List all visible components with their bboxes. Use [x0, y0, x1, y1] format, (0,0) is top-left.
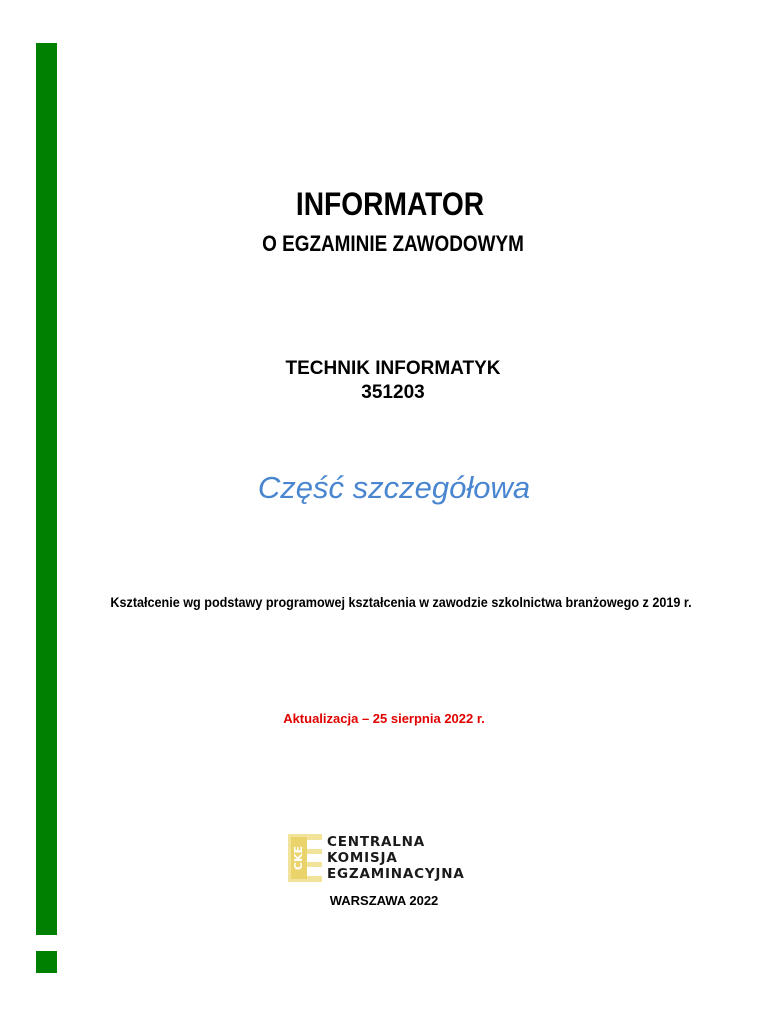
- logo-line-1: CENTRALNA: [327, 834, 426, 850]
- document-title: INFORMATOR: [295, 186, 485, 222]
- profession-block: [0, 357, 768, 405]
- cke-emblem-icon: [288, 834, 322, 882]
- profession-code: 351203: [361, 382, 425, 403]
- cke-logo: [288, 834, 488, 884]
- profession-name: TECHNIK INFORMATYK: [285, 358, 501, 379]
- update-date: Aktualizacja – 25 sierpnia 2022 r.: [283, 711, 485, 726]
- curriculum-basis-note: Kształcenie wg podstawy programowej kształcenia w zawodzie szkolnictwa branżowego z 2019 r.: [110, 594, 692, 610]
- section-title: Część szczegółowa: [257, 470, 531, 505]
- logo-line-2: KOMISJA: [327, 850, 398, 866]
- cke-logo-text: [327, 834, 465, 882]
- logo-line-3: EGZAMINACYJNA: [327, 866, 465, 882]
- cke-emblem-letters: CKE: [292, 845, 305, 871]
- decorative-green-square: [36, 951, 57, 973]
- document-subtitle: O EGZAMINIE ZAWODOWYM: [262, 231, 524, 256]
- city-year: WARSZAWA 2022: [329, 893, 439, 908]
